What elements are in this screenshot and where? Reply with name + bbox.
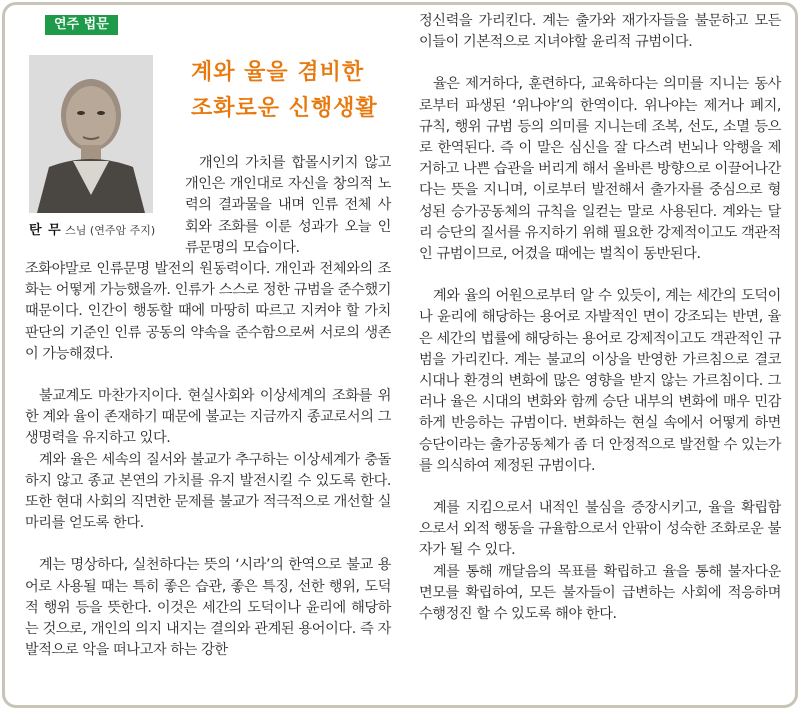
left-paragraph-3: 계와 율은 세속의 질서와 불교가 추구하는 이상세계가 충돌하지 않고 종교 본연의 가치를 유지 발전시킬 수 있도록 한다. 또한 현대 사회의 직면한 문제를 불교가 적극적으로 개선할 실마리를 얻도록 한다.	[25, 451, 391, 532]
author-photo	[29, 55, 153, 213]
author-name: 탄 무	[29, 223, 62, 238]
right-paragraph-2: 율은 제거하다, 훈련하다, 교육하다는 의미를 지니는 동사로부터 파생된 ‘위나야’의 한역이다. 위나야는 제거나 폐지, 규칙, 행위 규범 등의 의미를 지니는데 조복, 선도, 소멸 등으로 한역된다. 즉 이 말은 심신을 잘 다스려 번뇌나 악행을 제거하고 나쁜 습관을 버리게 해서 올바른 방향으로 이끌어나간다는 뜻을 지니며, 이로부터 발전해서 출가자를 중심으로 형성된 승가공동체의 규칙을 일컫는 말로 사용된다. 계와는 달리 승단의 질서를 유지하기 위해 필요한 강제적이고도 객관적인 규범이므로, 어겼을 때에는 벌칙이 동반된다.	[419, 76, 781, 263]
right-paragraph-4: 계를 지킴으로서 내적인 불심을 증장시키고, 율을 확립함으로서 외적 행동을 규율함으로서 안팎이 성숙한 조화로운 불자가 될 수 있다.	[419, 500, 781, 559]
title-line-1: 계와 율을 겸비한	[191, 60, 365, 85]
monk-portrait-icon	[29, 55, 153, 213]
left-paragraph-2: 불교계도 마찬가지이다. 현실사회와 이상세계의 조화를 위한 계와 율이 존재하기 때문에 불교는 지금까지 종교로서의 그 생명력을 유지하고 있다.	[25, 388, 391, 447]
right-paragraph-3: 계와 율의 어원으로부터 알 수 있듯이, 계는 세간의 도덕이나 윤리에 해당하는 용어로 자발적인 면이 강조되는 반면, 율은 세간의 법률에 해당하는 용어로 강제적이고도 객관적인 규범을 가리킨다. 계는 불교의 이상을 반영한 가르침으로 결코 시대나 환경의 변화에 많은 영향을 받지 않는 가르침이다. 그러나 율은 시대의 변화와 함께 승단 내부의 변화에 매우 민감하게 반응하는 규범이다. 변화하는 현실 속에서 어떻게 하면 승단이라는 출가공동체가 좀 더 안정적으로 발전할 수 있는가를 의식하여 제정된 규범이다.	[419, 288, 781, 474]
right-column	[419, 11, 781, 625]
author-caption	[29, 219, 179, 238]
left-body	[25, 259, 391, 661]
right-paragraph-5: 계를 통해 깨달음의 목표를 확립하고 율을 통해 불자다운 면모를 확립하여, 모든 불자들이 급변하는 사회에 적응하며 수행정진 할 수 있도록 해야 한다.	[419, 563, 781, 623]
left-paragraph-4: 계는 명상하다, 실천하다는 뜻의 ‘시라’의 한역으로 불교 용어로 사용될 때는 특히 좋은 습관, 좋은 특징, 선한 행위, 도덕적 행위 등을 뜻한다. 이것은 세간의 도덕이나 윤리에 해당하는 것으로, 개인의 의지 내지는 결의와 관계된 용어이다. 즉 자발적으로 악을 떠나고자 하는 강한	[25, 557, 391, 659]
intro-paragraph: 개인의 가치를 합몰시키지 않고 개인은 개인대로 자신을 창의적 노력의 결과물을 내며 인류 전체 사회와 조화를 이룬 성과가 오늘 인류문명의 모습이다.	[185, 155, 391, 256]
title-line-2: 조화로운 신행생활	[191, 96, 378, 121]
left-column	[25, 11, 391, 35]
right-paragraph-1: 정신력을 가리킨다. 계는 출가와 재가자들을 불문하고 모든 이들이 기본적으로 지녀야할 윤리적 규범이다.	[419, 13, 781, 51]
section-tag: 연주 법문	[45, 15, 118, 35]
author-photo-block	[29, 55, 167, 238]
left-paragraph-1: 조화야말로 인류문명 발전의 원동력이다. 개인과 전체와의 조화는 어떻게 가능했을까. 인류가 스스로 정한 규범을 준수했기 때문이다. 인간이 행동할 때에 마땅히 따르고 지켜야 할 가치 판단의 기준인 인류 공동의 약속을 준수함으로써 서로의 생존이 가능해졌다.	[25, 261, 391, 362]
article-frame	[2, 2, 798, 708]
author-title: 스님 (연주암 주지)	[65, 224, 156, 237]
article-title	[191, 55, 391, 127]
